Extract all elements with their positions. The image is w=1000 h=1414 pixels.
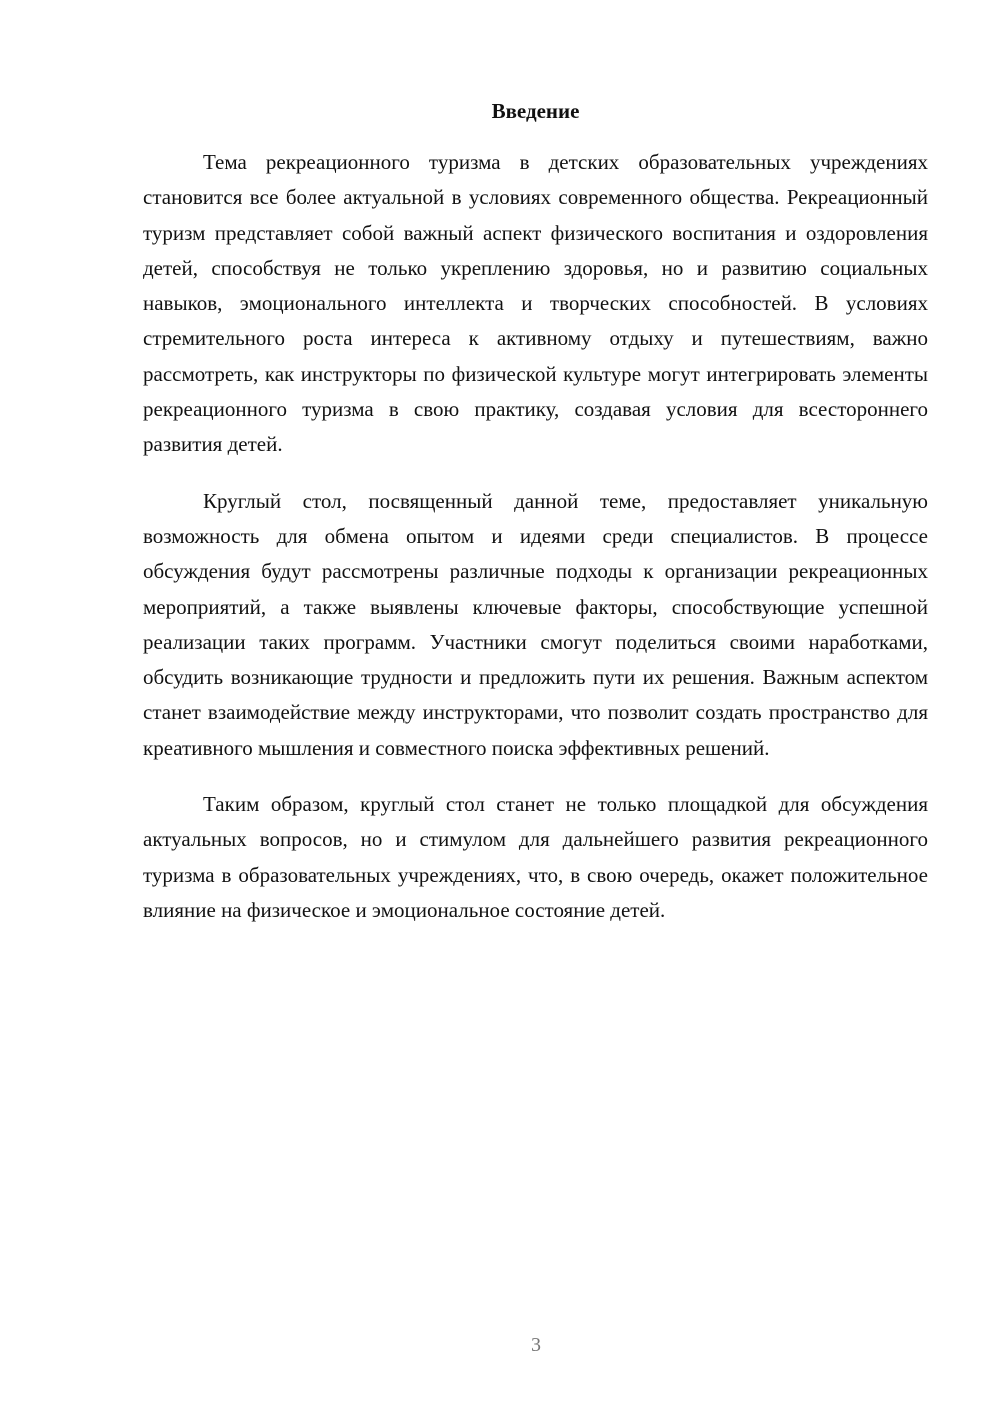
page-number: 3 — [531, 1334, 541, 1356]
section-title: Введение — [491, 99, 580, 123]
page-content — [143, 96, 928, 928]
paragraph-3: Таким образом, круглый стол станет не только площадкой для обсуждения актуальных вопросов, но и стимулом для дальнейшего развития рекреационного туризма в образовательных учреждениях, что, в свою очередь, окажет положительное влияние на физическое и эмоциональное состояние детей. — [143, 792, 928, 922]
paragraph-1: Тема рекреационного туризма в детских образовательных учреждениях становится все более актуальной в условиях современного общества. Рекреационный туризм представляет собой важный аспект физического воспитания и оздоровления детей, способствуя не только укреплению здоровья, но и развитию социальных навыков, эмоционального интеллекта и творческих способностей. В условиях стремительного роста интереса к активному отдыху и путешествиям, важно рассмотреть, как инструкторы по физической культуре могут интегрировать элементы рекреационного туризма в свою практику, создавая условия для всестороннего развития детей. — [143, 150, 928, 457]
paragraph-2: Круглый стол, посвященный данной теме, предоставляет уникальную возможность для обмена опытом и идеями среди специалистов. В процессе обсуждения будут рассмотрены различные подходы к организации рекреационных мероприятий, а также выявлены ключевые факторы, способствующие успешной реализации таких программ. Участники смогут поделиться своими наработками, обсудить возникающие трудности и предложить пути их решения. Важным аспектом станет взаимодействие между инструкторами, что позволит создать пространство для креативного мышления и совместного поиска эффективных решений. — [143, 488, 928, 760]
